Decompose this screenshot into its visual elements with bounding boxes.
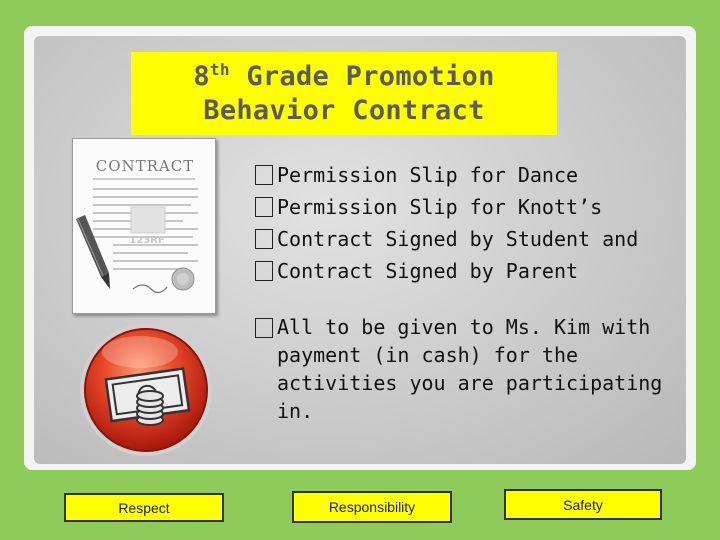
- checkbox-icon: [255, 261, 273, 281]
- checkbox-icon: [255, 165, 273, 185]
- slide-title: [131, 52, 557, 135]
- list-item: Permission Slip for Knott’s: [253, 192, 673, 224]
- list-item: Contract Signed by Student and: [253, 224, 673, 256]
- title-grade-suffix: th: [209, 59, 230, 79]
- payment-icon: [78, 322, 214, 458]
- title-line-1-rest: Grade Promotion: [229, 60, 495, 92]
- contract-watermark: 123RF: [129, 235, 165, 246]
- checkbox-icon: [255, 229, 273, 249]
- checkbox-icon: [255, 197, 273, 217]
- title-line-1: [193, 60, 494, 94]
- contract-heading: CONTRACT: [95, 157, 195, 175]
- contract-image: [72, 138, 216, 314]
- list-item: Contract Signed by Parent: [253, 256, 673, 288]
- checkbox-icon: [255, 318, 273, 338]
- respect-label: Respect: [64, 493, 224, 522]
- safety-label: Safety: [504, 489, 662, 520]
- title-line-2: Behavior Contract: [203, 94, 485, 126]
- submission-note: All to be given to Ms. Kim with payment (in cash) for the activities you are participating in.: [253, 313, 673, 425]
- list-item: Permission Slip for Dance: [253, 160, 673, 192]
- title-grade-number: 8: [193, 60, 210, 92]
- requirements-list: [253, 160, 673, 425]
- responsibility-label: Responsibility: [292, 491, 452, 523]
